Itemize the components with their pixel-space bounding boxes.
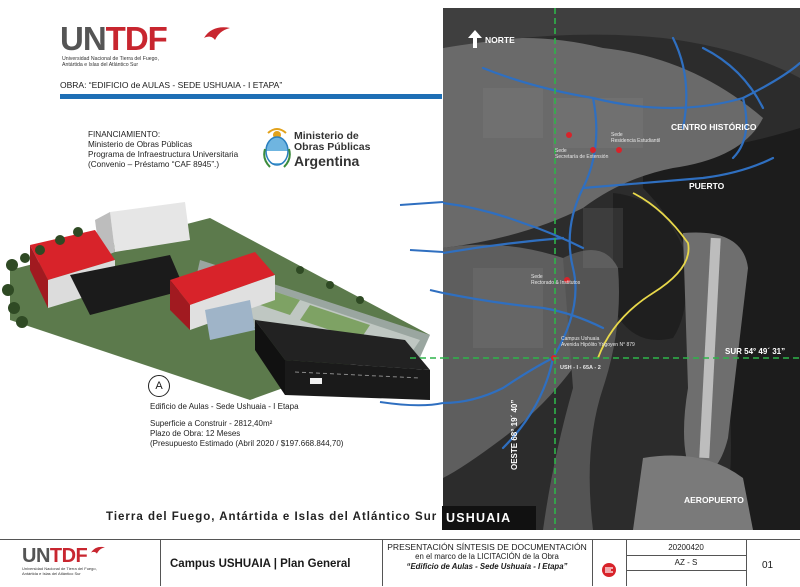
building-marker: A (148, 375, 170, 397)
left-panel (0, 0, 440, 530)
sheet-number: 01 (762, 560, 774, 571)
plot-code-label: USH - I - 65A - 2 (560, 365, 601, 371)
building-superficie: Superficie a Construir - 2812,40m² (150, 419, 273, 428)
bird-icon (90, 545, 106, 557)
building-plazo: Plazo de Obra: 12 Meses (150, 429, 241, 438)
presentation-text: PRESENTACIÓN SÍNTESIS DE DOCUMENTACIÓN en el marco de la LICITACIÓN de la Obra “Edificio de Aulas - Sede Ushuaia - I Etapa” (387, 542, 587, 571)
ministerio-logo (262, 127, 402, 173)
ministerio-text: Ministerio de Obras Públicas Argentina (294, 130, 371, 169)
coat-of-arms-icon (262, 127, 292, 169)
untdf-logo (60, 22, 210, 70)
north-arrow-icon (468, 30, 482, 48)
bird-icon (202, 24, 232, 46)
map-drawing (443, 8, 800, 530)
stamp-icon (601, 562, 617, 578)
financiamiento-block (88, 130, 238, 170)
building-presupuesto: (Presupuesto Estimado (Abril 2020 / $197.668.844,70) (150, 439, 344, 448)
latitude-label: SUR 54° 49´ 31” (725, 347, 786, 356)
financiamiento-title: FINANCIAMIENTO: (88, 130, 161, 139)
building-name: Edificio de Aulas - Sede Ushuaia - I Etapa (150, 402, 299, 411)
puerto-label: PUERTO (689, 181, 725, 191)
north-label: NORTE (485, 35, 515, 45)
building-rendering (0, 200, 440, 410)
campus-title: Campus USHUAIA | Plan General (170, 558, 351, 570)
aeropuerto-label: AEROPUERTO (684, 495, 744, 505)
obra-title: OBRA: “EDIFICIO de AULAS - SEDE USHUAIA - I ETAPA” (60, 80, 283, 90)
building-description (150, 402, 343, 449)
logo-wordmark: UNTDF (60, 20, 167, 57)
date-field: 20200420 (668, 543, 704, 552)
code-field: AZ - S (674, 558, 698, 567)
city-label: USHUAIA (442, 506, 536, 530)
sede-extension-label: Sede Secretaría de Extensión (555, 148, 609, 160)
financiamiento-line: Programa de Infraestructura Universitaria (88, 150, 239, 159)
satellite-map[interactable] (443, 8, 800, 530)
financiamiento-line: (Convenio – Préstamo “CAF 8945”.) (88, 160, 220, 169)
longitude-label: OESTE 68° 19´ 40” (510, 399, 519, 470)
financiamiento-line: Ministerio de Obras Públicas (88, 140, 193, 149)
sede-rectorado-label: Sede Rectorado & Institutos (531, 274, 581, 286)
campus-label: Campus Ushuaia Avenida Hipólito Yrigoyen N° 879 (561, 336, 635, 348)
sede-residencia-label: Sede Residencia Estudiantil (611, 132, 661, 144)
region-label: Tierra del Fuego, Antártida e Islas del Atlántico Sur (106, 511, 438, 523)
centro-historico-label: CENTRO HISTÓRICO (671, 122, 757, 132)
title-block-logo: UNTDF Universidad Nacional de Tierra del Fuego, Antártida e Islas del Atlántico Sur (22, 545, 97, 576)
obra-underline (60, 94, 442, 99)
logo-subtitle: Universidad Nacional de Tierra del Fuego, Antártida e Islas del Atlántico Sur (62, 56, 159, 68)
title-block (0, 539, 800, 587)
